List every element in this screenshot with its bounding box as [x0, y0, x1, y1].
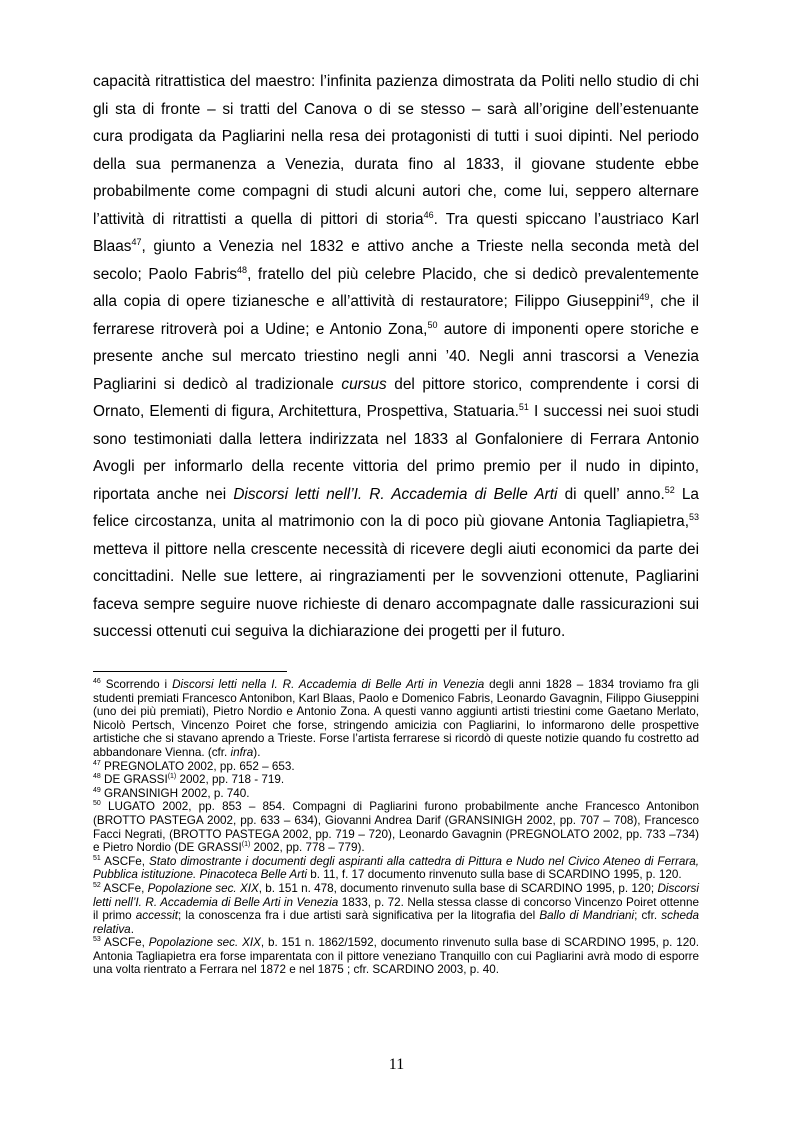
- footnote: [93, 800, 699, 854]
- footnote: [93, 855, 699, 882]
- italic-text: Popolazione sec. XIX: [147, 881, 259, 895]
- text-run: b. 11, f. 17 documento rinvenuto sulla base di SCARDINO 1995, p. 120.: [306, 868, 682, 882]
- text-run: 2002, pp. 778 – 779).: [250, 841, 365, 855]
- note-reference: (1): [241, 841, 251, 849]
- text-line: [93, 618, 699, 646]
- text-line: [93, 206, 699, 234]
- text-line: [93, 68, 699, 96]
- footnotes: [93, 678, 699, 977]
- note-reference: 52: [93, 882, 101, 890]
- text-run: , giunto a Venezia nel 1832 e attivo anche a Trieste nella seconda metà del: [141, 238, 699, 255]
- text-run: ; la conoscenza fra i due artisti sarà significativa per la litografia del: [177, 909, 540, 923]
- text-line: [93, 563, 699, 591]
- note-reference: 49: [639, 291, 650, 302]
- text-run: capacità ritrattistica del maestro: l’infinita pazienza dimostrata da Politi nello studio di chi: [93, 73, 699, 90]
- text-run: 1833, p. 72. Nella stessa classe di concorso Vincenzo Poiret ottenne il primo: [93, 895, 699, 923]
- text-run: Pagliarini si dedicò al tradizionale: [93, 375, 342, 393]
- page-number: 11: [388, 1056, 405, 1073]
- italic-text: Popolazione sec. XIX: [148, 936, 261, 950]
- text-run: 2002, pp. 718 - 719.: [176, 773, 285, 787]
- text-line: [93, 536, 699, 564]
- text-run: faceva sempre seguire nuove richieste di denaro accompagnate dalle rassicurazioni sui: [93, 595, 699, 613]
- text-line: [93, 96, 699, 124]
- text-line: [93, 123, 699, 151]
- note-reference: 46: [93, 678, 101, 686]
- note-reference: 47: [93, 759, 101, 767]
- text-run: ASCFe,: [100, 854, 150, 868]
- text-run: ASCFe,: [100, 881, 148, 895]
- text-line: [93, 591, 699, 619]
- note-reference: 53: [93, 936, 101, 944]
- text-run: degli anni 1828 – 1834 troviamo fra gli studenti premiati Francesco Antonibon, Karl Blaas, Paolo e Domenico Fabris, Leonardo Gavagnin, Filippo Giuseppini (uno dei più premiati), Pietro Nordio e Antonio Zona. A questi vanno aggiunti artisti triestini come Gaetano Merlato, Nicolò Pertsch, Vincenzo Poiret che forse, stringendo amicizia con Pagliarini, lo informarono delle prospettive artistiche che si stavano aprendo a Trieste. Forse l’artista ferrarese si ricordò di queste notizie quando fu costretto ad abbandonare Vienna. (cfr.: [93, 678, 699, 759]
- footnote: [93, 773, 699, 787]
- text-run: , b. 151 n. 478, documento rinvenuto sulla base di SCARDINO 1995, p. 120;: [258, 881, 658, 895]
- italic-text: Discorsi letti nell’I. R. Accademia di Belle Arti: [233, 485, 558, 503]
- text-run: Blaas: [93, 238, 132, 255]
- note-reference: 52: [664, 484, 675, 495]
- note-reference: 47: [131, 236, 142, 247]
- text-line: [93, 178, 699, 206]
- note-reference: 50: [427, 319, 438, 330]
- text-line: [93, 426, 699, 454]
- text-line: [93, 343, 699, 371]
- text-run: ).: [253, 745, 261, 759]
- footnote: [93, 678, 699, 760]
- text-run: GRANSINIGH 2002, p. 740.: [100, 786, 250, 800]
- text-run: del pittore storico, comprendente i corsi di: [386, 375, 699, 393]
- footnote: [93, 787, 699, 801]
- text-run: successi ottenuti cui seguiva la dichiarazione dei progetti per il futuro.: [93, 623, 566, 640]
- italic-text: Discorsi letti nell’I. R. Accademia di Belle Arti in Venezia: [93, 881, 699, 909]
- text-run: I successi nei suoi studi: [528, 403, 699, 420]
- text-run: alla copia di opere tizianesche e all’attività di restauratore; Filippo Giuseppini: [93, 293, 640, 310]
- text-run: , che il: [649, 293, 699, 310]
- text-run: felice circostanza, unita al matrimonio con la di poco più giovane Antonia Tagliapietra,: [93, 513, 689, 530]
- text-run: La: [674, 485, 699, 503]
- italic-text: cursus: [341, 375, 387, 393]
- italic-text: infra: [230, 745, 254, 759]
- text-run: cura prodigata da Pagliarini nella resa dei protagonisti di tutti i suoi dipinti. Nel periodo: [93, 128, 699, 145]
- text-run: LUGATO 2002, pp. 853 – 854. Compagni di Pagliarini furono probabilmente anche Francesco Antonibon (BROTTO PASTEGA 2002, pp. 633 – 634), Giovanni Andrea Darif (GRANSINIGH 2002, pp. 707 – 708), Francesco Facci Negrati, (BROTTO PASTEGA 2002, pp. 719 – 720), Leonardo Gavagnin (PREGNOLATO 2002, pp. 733 –734) e Pietro Nordio (DE GRASSI: [93, 800, 699, 855]
- text-line: [93, 261, 699, 289]
- text-run: secolo; Paolo Fabris: [93, 265, 238, 283]
- note-reference: 53: [688, 511, 699, 522]
- footnote: [93, 882, 699, 936]
- text-run: .: [130, 922, 134, 936]
- text-line: [93, 316, 699, 344]
- text-run: Ornato, Elementi di figura, Architettura, Prospettiva, Statuaria.: [93, 403, 519, 420]
- main-text: [93, 68, 699, 646]
- italic-text: Ballo di Mandriani: [539, 909, 635, 923]
- italic-text: scheda relativa: [93, 909, 699, 936]
- note-reference: 51: [518, 401, 529, 412]
- text-run: presente anche sul mercato triestino negli anni ’40. Negli anni trascorsi a Venezia: [93, 348, 699, 365]
- text-run: sono testimoniati dalla lettera indirizzata nel 1833 al Gonfaloniere di Ferrara Antonio: [93, 430, 699, 448]
- text-run: Scorrendo i: [100, 678, 173, 691]
- text-run: concittadini. Nelle sue lettere, ai ringraziamenti per le sovvenzioni ottenute, Pagliarini: [93, 568, 699, 585]
- text-run: ; cfr.: [634, 909, 662, 923]
- text-run: ferrarese ritroverà poi a Udine; e Antonio Zona,: [93, 320, 428, 338]
- footnote: [93, 936, 699, 977]
- italic-text: Discorsi letti nella I. R. Accademia di Belle Arti in Venezia: [172, 678, 485, 691]
- text-line: [93, 481, 699, 509]
- footnote: [93, 760, 699, 774]
- footnote-separator: [93, 671, 287, 672]
- text-run: riportata anche nei: [93, 485, 234, 503]
- text-line: [93, 288, 699, 316]
- text-run: DE GRASSI: [100, 773, 168, 787]
- text-line: [93, 508, 699, 536]
- text-run: PREGNOLATO 2002, pp. 652 – 653.: [100, 759, 295, 773]
- text-line: [93, 398, 699, 426]
- italic-text: Stato dimostrante i documenti degli aspiranti alla cattedra di Pittura e Nudo nel Civico Ateneo di Ferrara, Pubblica istituzione. Pinacoteca Belle Arti: [93, 854, 699, 882]
- text-run: , fratello del più celebre Placido, che si dedicò prevalentemente: [247, 265, 699, 283]
- text-run: della sua permanenza a Venezia, durata fino al 1833, il giovane studente ebbe: [93, 155, 699, 173]
- note-reference: 50: [93, 800, 101, 808]
- text-run: , b. 151 n. 1862/1592, documento rinvenuto sulla base di SCARDINO 1995, p. 120. Antonia Tagliapietra era forse imparentata con il pittore veneziano Tranquillo con cui Pagliarini avrà modo di esporre una volta rientrato a Ferrara nel 1872 e nel 1875 ; cfr. SCARDINO 2003, p. 40.: [93, 936, 699, 977]
- text-line: [93, 453, 699, 481]
- text-run: autore di imponenti opere storiche e: [437, 320, 699, 338]
- text-line: [93, 371, 699, 399]
- text-run: l’attività di ritrattisti a quella di pittori di storia: [93, 210, 424, 228]
- text-run: probabilmente come compagni di studi alcuni autori che, come lui, seppero alternare: [93, 183, 699, 200]
- text-run: ASCFe,: [100, 936, 149, 950]
- text-line: [93, 233, 699, 261]
- note-reference: 48: [237, 264, 248, 275]
- text-run: metteva il pittore nella crescente necessità di ricevere degli aiuti economici da parte dei: [93, 540, 699, 558]
- note-reference: 48: [93, 773, 101, 781]
- italic-text: accessit: [135, 909, 178, 923]
- note-reference: 46: [423, 209, 434, 220]
- text-run: . Tra questi spiccano l’austriaco Karl: [433, 210, 699, 228]
- note-reference: (1): [167, 773, 177, 781]
- text-run: Avogli per informarlo della recente vittoria del primo premio per il nudo in dipinto,: [93, 458, 699, 475]
- text-run: gli sta di fronte – si tratti del Canova o di se stesso – sarà all’origine dell’estenuante: [93, 100, 699, 118]
- note-reference: 49: [93, 786, 101, 794]
- text-line: [93, 151, 699, 179]
- text-run: di quell’ anno.: [557, 485, 665, 503]
- note-reference: 51: [93, 854, 101, 862]
